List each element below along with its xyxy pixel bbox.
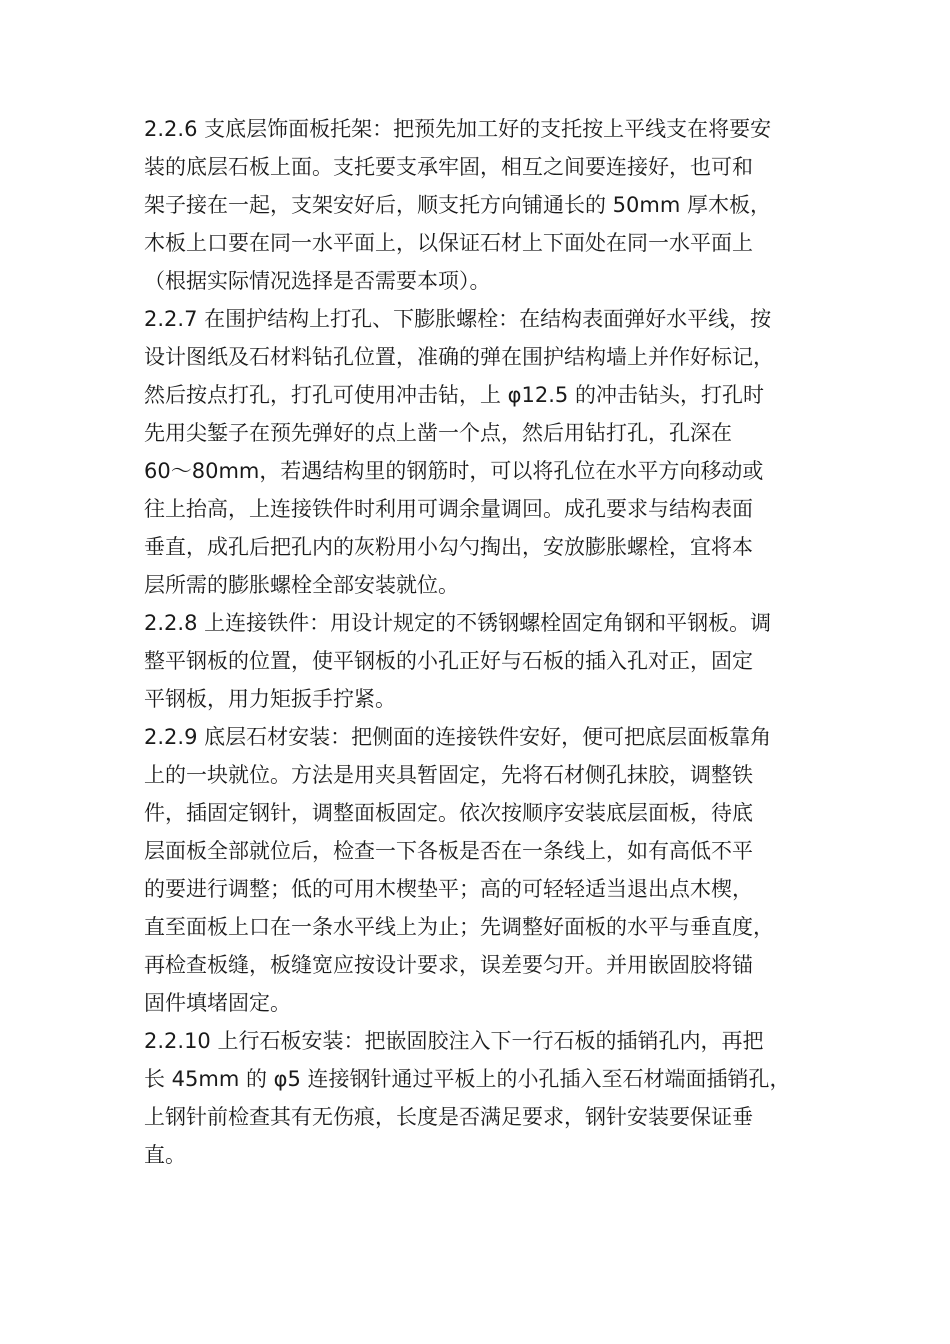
text-line: 木板上口要在同一水平面上，以保证石材上下面处在同一水平面上 [144,231,753,255]
text-line: 先用尖錾子在预先弹好的点上凿一个点，然后用钻打孔，孔深在 [144,421,732,445]
text-line: 件，插固定钢针，调整面板固定。依次按顺序安装底层面板，待底 [144,801,753,825]
text-line: 平钢板，用力矩扳手拧紧。 [144,687,396,711]
text-line: 60～80mm，若遇结构里的钢筋时，可以将孔位在水平方向移动或 [144,459,764,483]
text-line: 再检查板缝，板缝宽应按设计要求，误差要匀开。并用嵌固胶将锚 [144,953,753,977]
document-body [144,110,834,1174]
text-line: 整平钢板的位置，使平钢板的小孔正好与石板的插入孔对正，固定 [144,649,753,673]
text-line: 长 45mm 的 φ5 连接钢针通过平板上的小孔插入至石材端面插销孔， [144,1067,791,1091]
text-line: 2.2.7 在围护结构上打孔、下膨胀螺栓：在结构表面弹好水平线，按 [144,307,772,331]
text-line: 直至面板上口在一条水平线上为止；先调整好面板的水平与垂直度， [144,915,774,939]
text-line: 固件填堵固定。 [144,991,291,1015]
text-line: 层所需的膨胀螺栓全部安装就位。 [144,573,459,597]
text-line: （根据实际情况选择是否需要本项）。 [144,269,491,293]
text-line: 2.2.9 底层石材安装：把侧面的连接铁件安好，便可把底层面板靠角 [144,725,772,749]
text-line: 装的底层石板上面。支托要支承牢固，相互之间要连接好，也可和 [144,155,753,179]
text-line: 设计图纸及石材料钻孔位置，准确的弹在围护结构墙上并作好标记， [144,345,774,369]
text-line: 直。 [144,1143,186,1167]
text-line: 层面板全部就位后，检查一下各板是否在一条线上，如有高低不平 [144,839,753,863]
text-line: 2.2.6 支底层饰面板托架：把预先加工好的支托按上平线支在将要安 [144,117,772,141]
text-line: 的要进行调整；低的可用木楔垫平；高的可轻轻适当退出点木楔， [144,877,753,901]
text-line: 垂直，成孔后把孔内的灰粉用小勾勺掏出，安放膨胀螺栓，宜将本 [144,535,753,559]
text-line: 往上抬高，上连接铁件时利用可调余量调回。成孔要求与结构表面 [144,497,753,521]
text-line: 上钢针前检查其有无伤痕，长度是否满足要求，钢针安装要保证垂 [144,1105,753,1129]
text-line: 上的一块就位。方法是用夹具暂固定，先将石材侧孔抹胶，调整铁 [144,763,753,787]
text-line: 2.2.8 上连接铁件：用设计规定的不锈钢螺栓固定角钢和平钢板。调 [144,611,772,635]
text-line: 然后按点打孔，打孔可使用冲击钻，上 φ12.5 的冲击钻头，打孔时 [144,383,764,407]
text-line: 2.2.10 上行石板安装：把嵌固胶注入下一行石板的插销孔内，再把 [144,1029,764,1053]
text-line: 架子接在一起，支架安好后，顺支托方向铺通长的 50mm 厚木板， [144,193,771,217]
